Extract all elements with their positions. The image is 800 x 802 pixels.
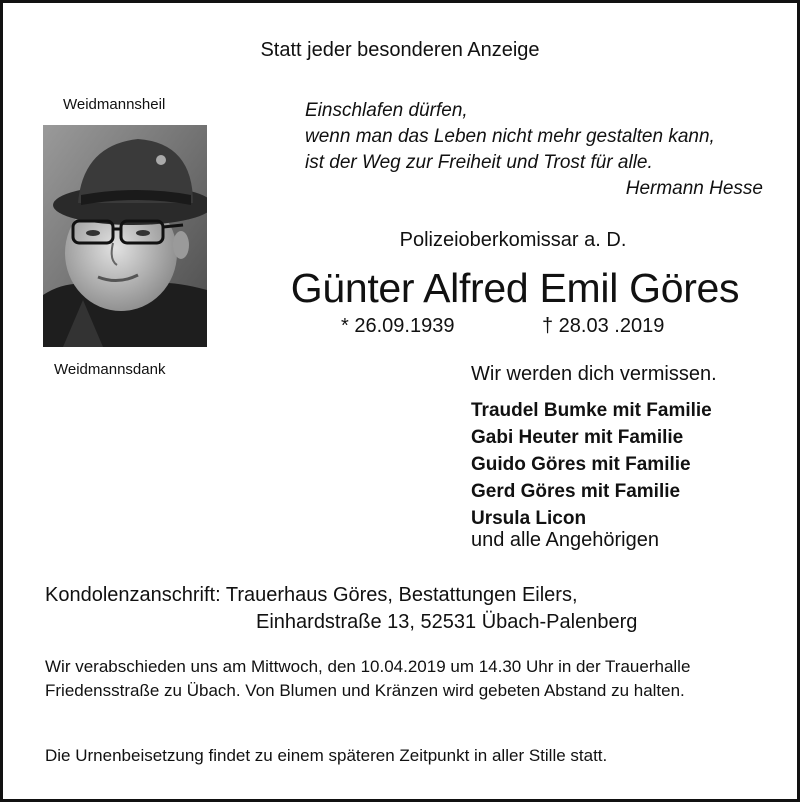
- deceased-name: Günter Alfred Emil Göres: [290, 265, 740, 311]
- family-member: Gerd Göres mit Familie: [471, 481, 681, 502]
- relatives-text: und alle Angehörigen: [471, 529, 659, 551]
- farewell-text: Wir verabschieden uns am Mittwoch, den 10.04.2019 um 14.30 Uhr in der Trauerhalle Friedensstraße zu Übach. Von Blumen und Kränzen wird gebeten Abstand zu halten.: [45, 657, 691, 700]
- deceased-rank: Polizeioberkomissar a. D.: [399, 229, 627, 251]
- birth-date: * 26.09.1939: [341, 315, 455, 337]
- family-member: Gabi Heuter mit Familie: [471, 427, 684, 448]
- hunt-greeting-top: Weidmannsheil: [63, 96, 166, 113]
- urn-text: Die Urnenbeisetzung findet zu einem späteren Zeitpunkt in aller Stille statt.: [45, 746, 608, 765]
- poem-line: Einschlafen dürfen,: [305, 100, 468, 121]
- poem-line: ist der Weg zur Freiheit und Trost für alle.: [305, 152, 653, 173]
- family-member: Guido Göres mit Familie: [471, 454, 691, 475]
- family-member: Ursula Licon: [471, 508, 587, 529]
- family-member: Traudel Bumke mit Familie: [471, 400, 712, 421]
- family-list: [471, 397, 712, 532]
- condolence-line: Kondolenzanschrift: Trauerhaus Göres, Bestattungen Eilers,: [45, 584, 578, 606]
- condolence-address: [45, 582, 637, 636]
- death-date: † 28.03 .2019: [542, 315, 665, 337]
- miss-text: Wir werden dich vermissen.: [471, 363, 717, 385]
- hunt-greeting-bottom: Weidmannsdank: [54, 361, 166, 378]
- poem: [305, 98, 763, 202]
- poem-line: wenn man das Leben nicht mehr gestalten kann,: [305, 126, 715, 147]
- poem-author: Hermann Hesse: [625, 178, 763, 199]
- notice-header: Statt jeder besonderen Anzeige: [260, 39, 540, 61]
- portrait-photo: [43, 125, 207, 347]
- condolence-line: Einhardstraße 13, 52531 Übach-Palenberg: [256, 611, 638, 633]
